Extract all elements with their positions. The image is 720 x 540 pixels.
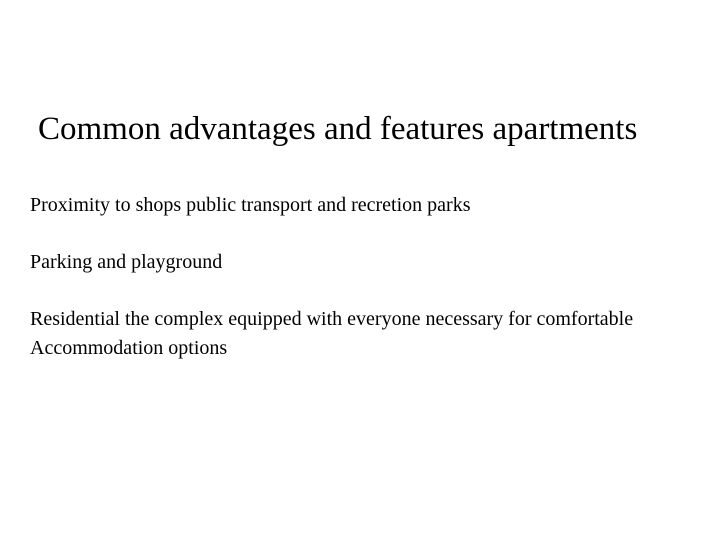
slide-paragraph-proximity: Proximity to shops public transport and recretion parks	[30, 194, 471, 216]
slide-title: Common advantages and features apartments	[38, 111, 638, 147]
slide-paragraph-parking: Parking and playground	[30, 251, 223, 273]
slide-paragraph-residential: Residential the complex equipped with everyone necessary for comfortable Accommodation options	[30, 308, 634, 359]
slide-body	[30, 191, 670, 391]
